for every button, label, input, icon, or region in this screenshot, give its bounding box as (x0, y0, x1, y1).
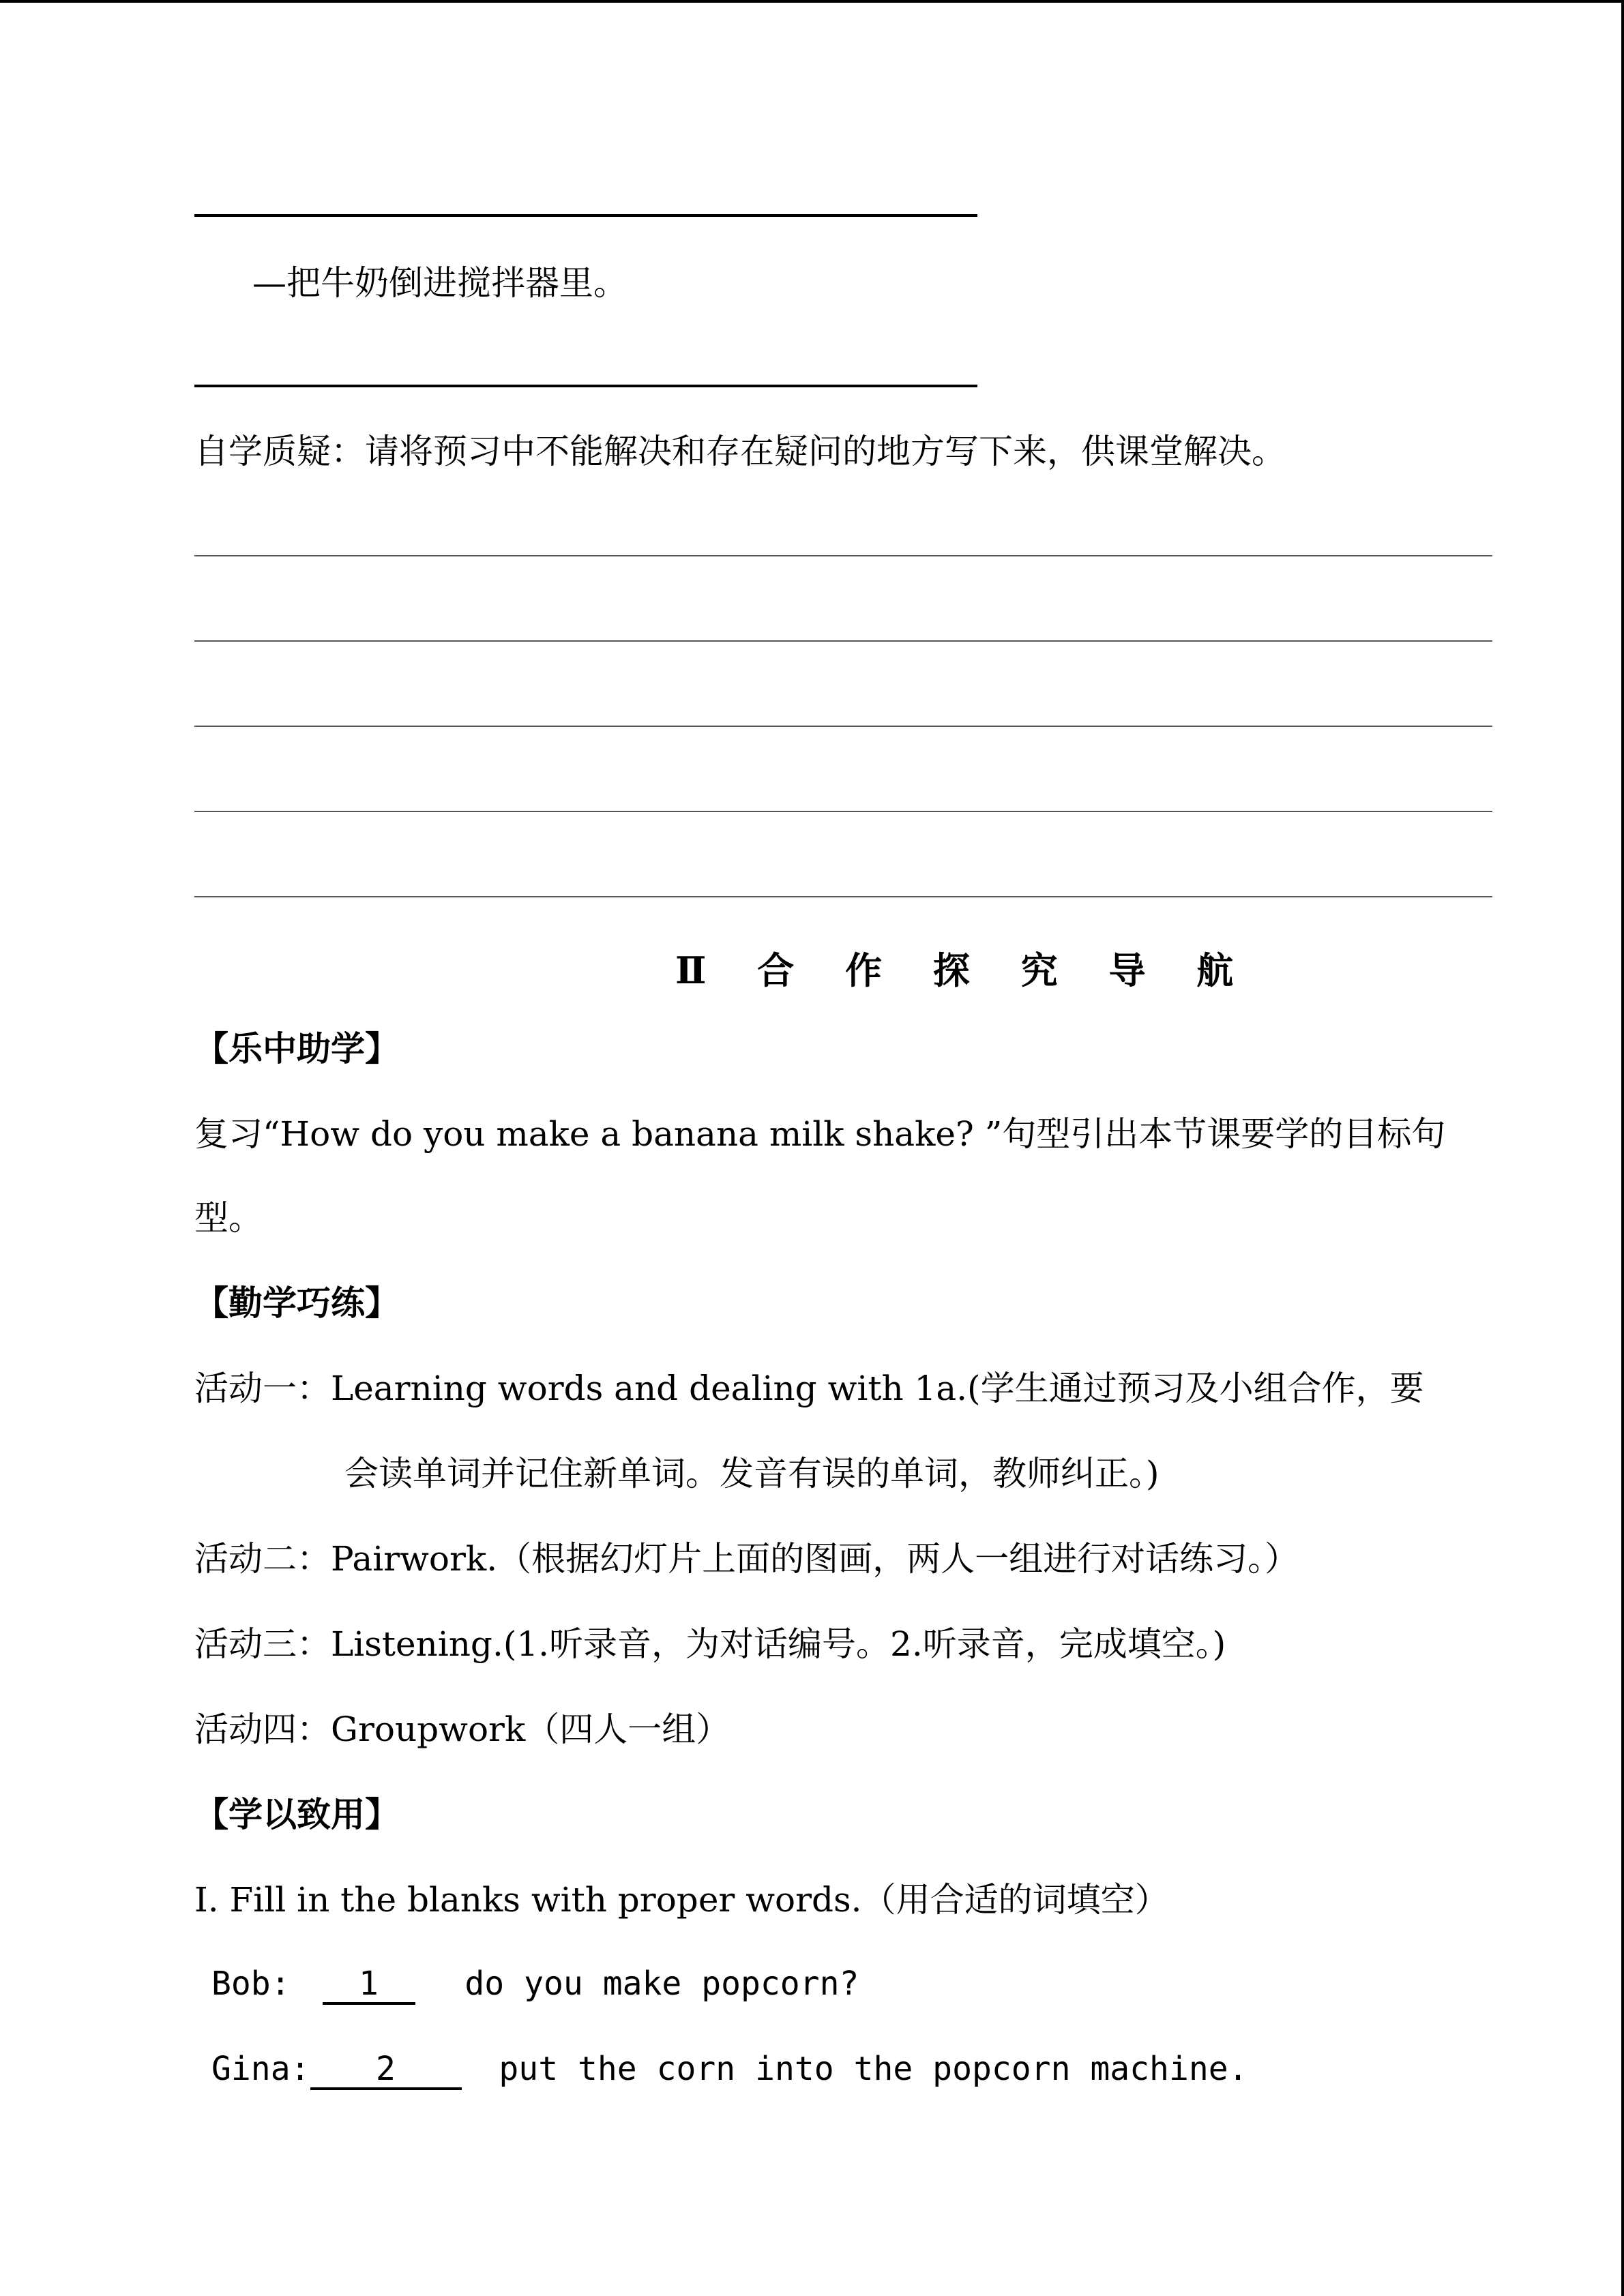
practice-heading: 【勤学巧练】 (194, 1283, 399, 1323)
translation-item-pour-milk: —把牛奶倒进搅拌器里。 (252, 263, 628, 303)
activity-1-line1: 活动一：Learning words and dealing with 1a.(学生通过预习及小组合作，要 (194, 1369, 1424, 1408)
writing-line-5[interactable] (194, 896, 1492, 897)
apply-heading: 【学以致用】 (194, 1794, 399, 1834)
speaker-bob: Bob: (211, 1965, 291, 2003)
writing-line-4[interactable] (194, 811, 1492, 812)
activity-4: 活动四：Groupwork（四人一组） (194, 1710, 730, 1749)
blank-1[interactable]: 1 (323, 1965, 415, 2005)
section-ii-title: Ⅱ 合 作 探 究 导 航 (675, 949, 1253, 992)
help-learning-text-line1: 复习“How do you make a banana milk shake? ”句型引出本节课要学的目标句 (194, 1114, 1446, 1154)
dialogue-line-2 (211, 2050, 1248, 2090)
speaker-gina: Gina: (211, 2050, 310, 2088)
dialogue-line-1-text: do you make popcorn? (464, 1965, 859, 2003)
answer-line-1[interactable] (194, 214, 977, 217)
activity-3: 活动三：Listening.(1.听录音，为对话编号。2.听录音，完成填空。) (194, 1624, 1226, 1664)
answer-line-2[interactable] (194, 385, 977, 387)
activity-1-line2: 会读单词并记住新单词。发音有误的单词，教师纠正。) (344, 1454, 1160, 1493)
writing-line-1[interactable] (194, 555, 1492, 556)
writing-line-3[interactable] (194, 726, 1492, 727)
help-learning-text-line2: 型。 (194, 1198, 263, 1238)
dialogue-line-1 (211, 1965, 859, 2005)
self-study-prompt: 自学质疑：请将预习中不能解决和存在疑问的地方写下来，供课堂解决。 (194, 432, 1286, 471)
activity-2: 活动二：Pairwork.（根据幻灯片上面的图画，两人一组进行对话练习。） (194, 1539, 1299, 1579)
dialogue-line-2-text: put the corn into the popcorn machine. (499, 2050, 1248, 2088)
writing-line-2[interactable] (194, 640, 1492, 642)
exercise-title: I. Fill in the blanks with proper words.（用合适的词填空） (194, 1880, 1169, 1920)
blank-2[interactable]: 2 (310, 2051, 462, 2090)
help-learning-heading: 【乐中助学】 (194, 1028, 399, 1069)
